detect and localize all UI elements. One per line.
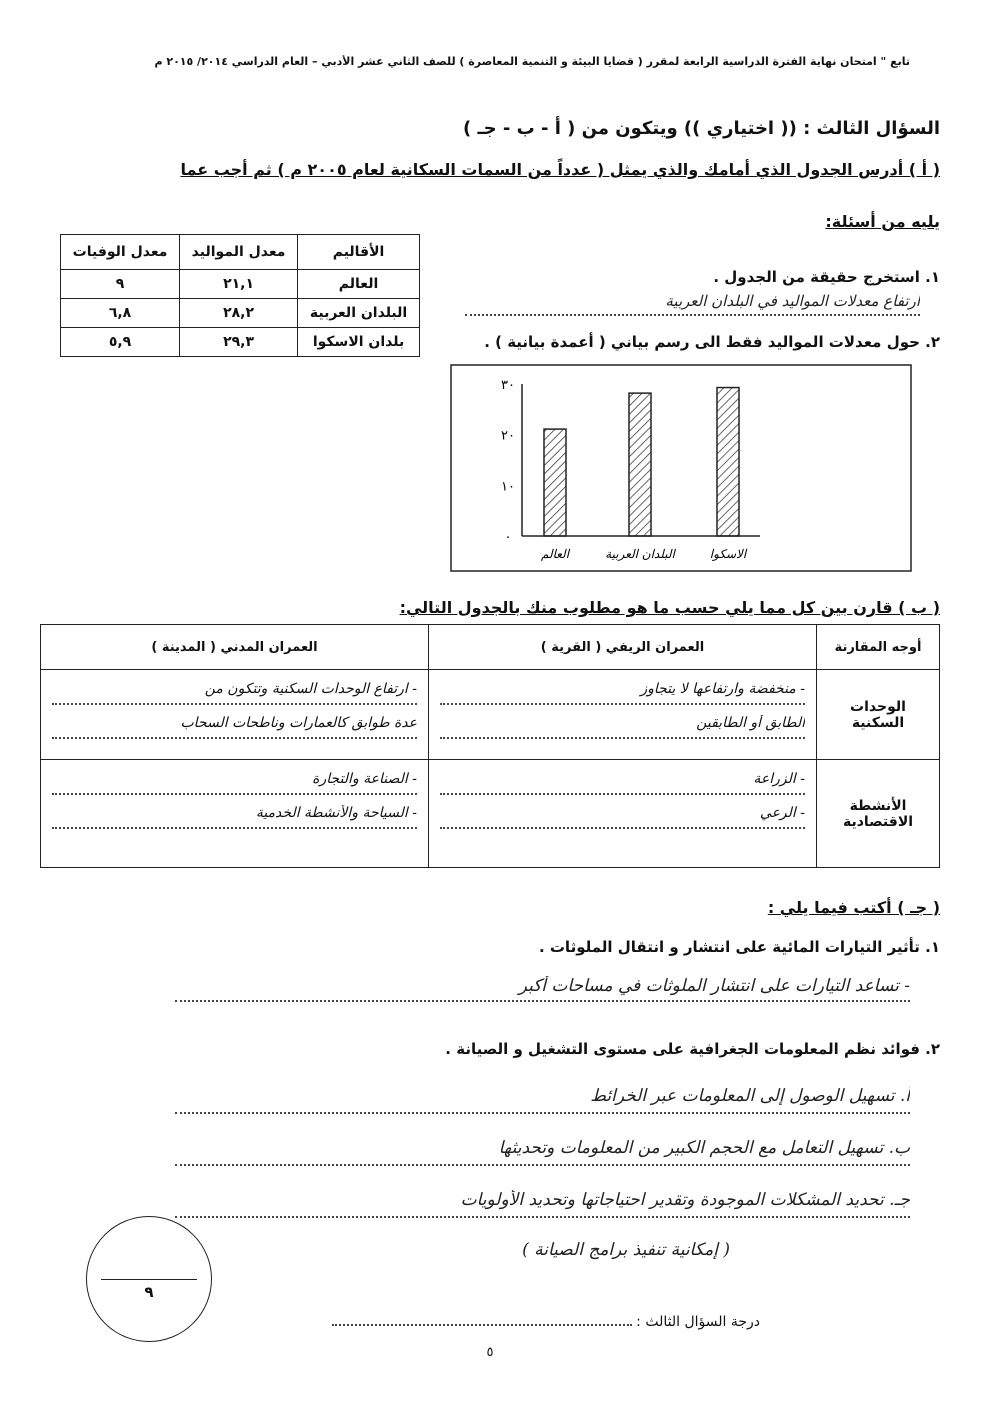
part-a-q2: ٢. حول معدلات المواليد فقط الى رسم بياني ( أعمدة بيانية ) . [484,333,940,351]
region-cell: العالم [298,270,420,299]
x-category-label: البلدان العربية [605,547,675,561]
part-a-q1-answer: ارتفاع معدلات المواليد في البلدان العربية [465,292,920,316]
comparison-table [40,624,940,868]
part-a-q1: ١. استخرج حقيقة من الجدول . [713,268,940,286]
y-tick-label: ١٠ [501,479,515,495]
population-table [60,234,420,357]
region-cell: بلدان الاسكوا [298,328,420,357]
answer-line: - الصناعة والتجارة [52,771,417,795]
part-c-title: ( جـ ) أكتب فيما يلي : [767,898,940,917]
page-number: ٥ [486,1345,494,1360]
death-rate-cell: ٥,٩ [61,328,180,357]
answer-line: - السياحة والأنشطة الخدمية [52,805,417,829]
score-divider [101,1279,197,1280]
aspect-cell: الأنشطة الاقتصادية [817,760,940,868]
y-tick-label: ٢٠ [501,428,515,444]
score-label-text: درجة السؤال الثالث : [636,1314,760,1330]
rural-cell [429,670,817,760]
comparison-header-cell: العمران المدني ( المدينة ) [41,625,429,670]
answer-line: - الرعي [440,805,805,829]
chart-frame [451,365,911,571]
x-category-label: الاسكوا [709,547,747,561]
answer-line: الطابق أو الطابقين [440,715,805,739]
part-c-q2-answer-c-cont: ( إمكانية تنفيذ برامج الصيانة ) [522,1240,730,1260]
y-tick-label: ٣٠ [501,378,515,393]
comparison-header-cell: أوجه المقارنة [817,625,940,670]
part-a-intro-line2: يليه من أسئلة: [825,212,940,231]
death-rate-cell: ٩ [61,270,180,299]
answer-line: - ارتفاع الوحدات السكنية وتتكون من [52,681,417,705]
comparison-row [41,670,940,760]
region-cell: البلدان العربية [298,299,420,328]
score-circle [86,1216,212,1342]
birth-rate-bar-chart [450,364,912,572]
part-c-q1-answer: - تساعد التيارات على انتشار الملوثات في مساحات أكبر [175,976,910,1002]
table-header-cell: معدل الوفيات [61,235,180,270]
table-row [61,270,420,299]
comparison-header-row [41,625,940,670]
part-c-q2-answer-a: أ. تسهيل الوصول إلى المعلومات عبر الخرائط [175,1086,910,1114]
death-rate-cell: ٦,٨ [61,299,180,328]
table-row [61,299,420,328]
part-c-q1: ١. تأثير التيارات المائية على انتشار و انتقال الملوثات . [538,938,940,956]
score-blank [332,1312,632,1326]
part-b-title: ( ب ) قارن بين كل مما يلي حسب ما هو مطلوب منك بالجدول التالي: [399,598,940,617]
x-category-label: العالم [540,547,570,561]
table-header-row [61,235,420,270]
bar [629,393,651,536]
table-row [61,328,420,357]
comparison-header-cell: العمران الريفي ( القرية ) [429,625,817,670]
birth-rate-cell: ٢١,١ [180,270,298,299]
birth-rate-cell: ٢٨,٢ [180,299,298,328]
bar [544,429,566,536]
part-c-q2-answer-c: جـ. تحديد المشكلات الموجودة وتقدير احتياجاتها وتحديد الأولويات [175,1190,910,1218]
exam-header: تابع " امتحان نهاية الفترة الدراسية الرابعة لمقرر ( قضايا البيئة و التنمية المعاصرة ) للصف الثاني عشر الأدبي – العام الدراسي ٢٠١٤/ ٢٠١٥ م [154,55,910,68]
urban-cell [41,760,429,868]
rural-cell [429,760,817,868]
bar [717,388,739,536]
part-c-q2-answer-b: ب. تسهيل التعامل مع الحجم الكبير من المعلومات وتحديثها [175,1138,910,1166]
urban-cell [41,670,429,760]
aspect-cell: الوحدات السكنية [817,670,940,760]
y-tick-label: ٠ [504,530,512,545]
score-value: ٩ [144,1283,154,1301]
part-a-intro-line1: ( أ ) أدرس الجدول الذي أمامك والذي يمثل ( عدداً من السمات السكانية لعام ٢٠٠٥ م ) ثم أجب عما [180,160,940,179]
question-title: السؤال الثالث : (( اختياري )) ويتكون من ( أ - ب - جـ ) [463,118,940,139]
birth-rate-cell: ٢٩,٣ [180,328,298,357]
part-c-q2: ٢. فوائد نظم المعلومات الجغرافية على مستوى التشغيل و الصيانة . [445,1040,940,1058]
answer-line: عدة طوابق كالعمارات وناطحات السحاب [52,715,417,739]
answer-line: - منخفضة وارتفاعها لا يتجاوز [440,681,805,705]
comparison-row [41,760,940,868]
score-label [280,1312,760,1330]
table-header-cell: معدل المواليد [180,235,298,270]
answer-line: - الزراعة [440,771,805,795]
table-header-cell: الأقاليم [298,235,420,270]
